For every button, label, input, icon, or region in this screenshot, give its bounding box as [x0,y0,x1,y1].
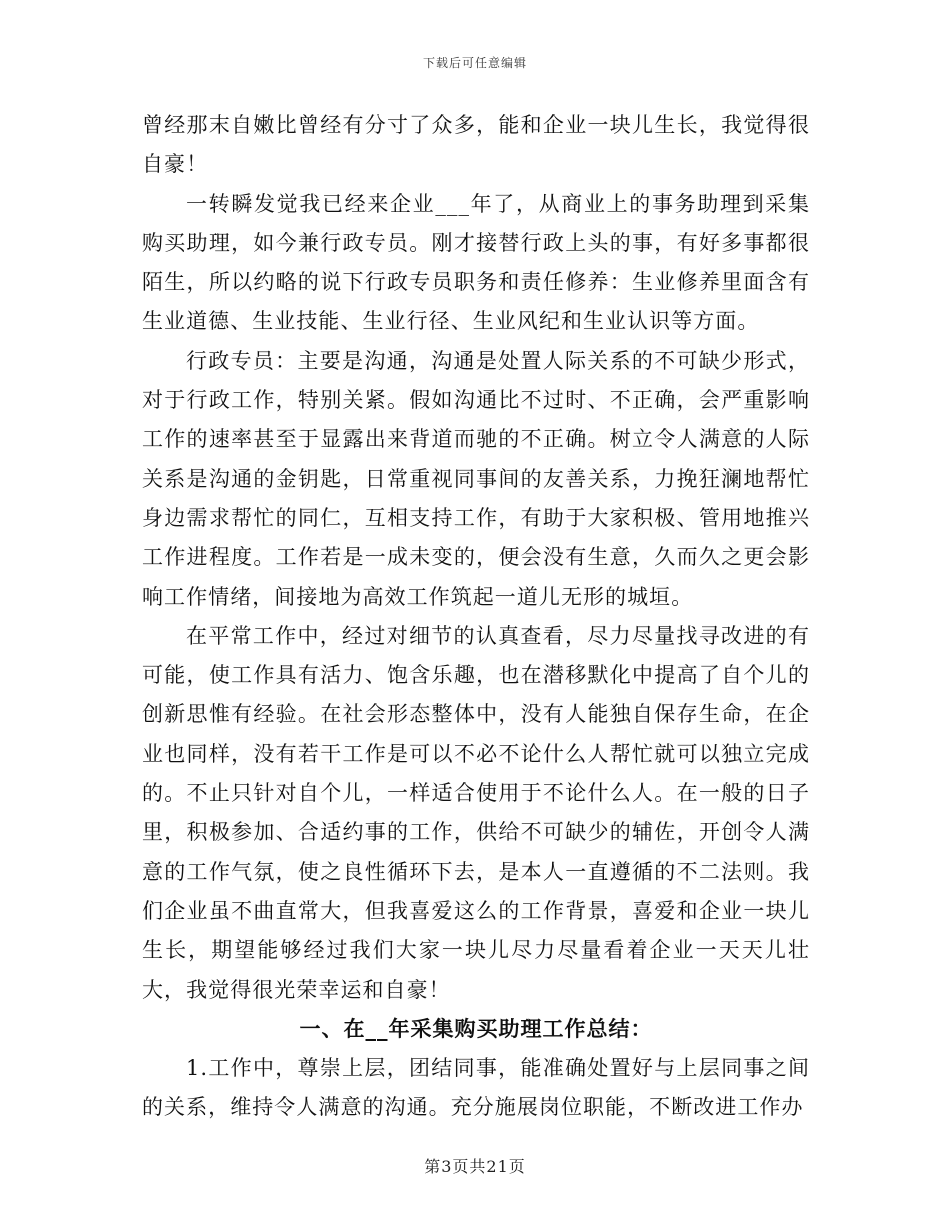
document-body [142,106,810,1128]
list-item-1: 1.工作中，尊崇上层，团结同事，能准确处置好与上层同事之间的关系，维持令人满意的沟通。充分施展岗位职能，不断改进工作办 [142,1056,810,1120]
page-header: 下载后可任意编辑 [422,56,527,70]
section-heading: 一、在__年采集购买助理工作总结： [299,1016,653,1041]
page-number: 第3页共21页 [424,1157,526,1176]
paragraph-daily-work: 在平常工作中，经过对细节的认真查看，尽力尽量找寻改进的有可能，使工作具有活力、饱含乐趣，也在潜移默化中提高了自个儿的创新思惟有经验。在社会形态整体中，没有人能独自保存生命，在企业也同样，没有若干工作是可以不必不论什么人帮忙就可以独立完成的。不止只针对自个儿，一样适合使用于不论什么人。在一般的日子里，积极参加、合适约事的工作，供给不可缺少的辅佐，开创令人满意的工作气氛，使之良性循环下去，是本人一直遵循的不二法则。我们企业虽不曲直常大，但我喜爱这么的工作背景，喜爱和企业一块儿生长，期望能够经过我们大家一块儿尽力尽量看着企业一天天儿壮大，我觉得很光荣幸运和自豪！ [142,623,810,1002]
paragraph-communication: 行政专员：主要是沟通，沟通是处置人际关系的不可缺少形式，对于行政工作，特别关紧。假如沟通比不过时、不正确，会严重影响工作的速率甚至于显露出来背道而驰的不正确。树立令人满意的人际关系是沟通的金钥匙，日常重视同事间的友善关系，力挽狂澜地帮忙身边需求帮忙的同仁，互相支持工作，有助于大家积极、管用地推兴工作进程度。工作若是一成未变的，便会没有生意，久而久之更会影响工作情绪，间接地为高效工作筑起一道儿无形的城垣。 [142,348,810,609]
paragraph-continued: 曾经那末自嫩比曾经有分寸了众多，能和企业一块儿生长，我觉得很自豪！ [142,113,810,177]
paragraph-role-intro: 一转瞬发觉我已经来企业___年了，从商业上的事务助理到采集购买助理，如今兼行政专员。刚才接替行政上头的事，有好多事都很陌生，所以约略的说下行政专员职务和责任修养：生业修养里面含有生业道德、生业技能、生业行径、生业风纪和生业认识等方面。 [142,191,810,334]
